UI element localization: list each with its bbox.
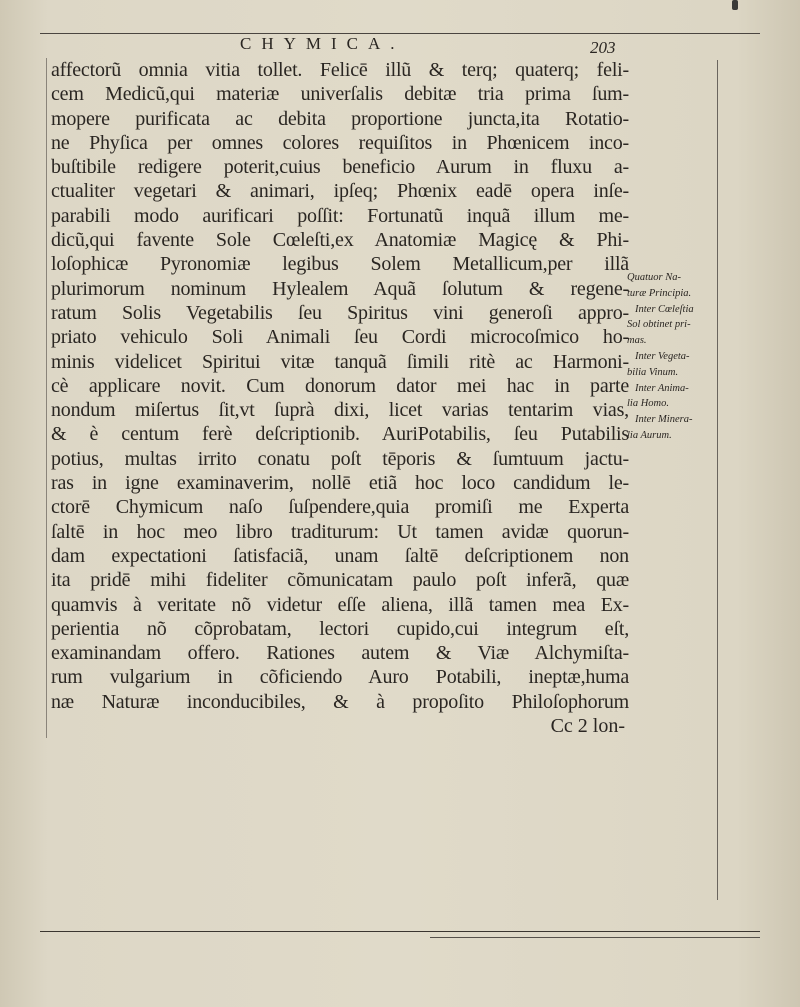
text-line: mopere purificata ac debita proportione juncta,ita Rotatio- bbox=[51, 107, 629, 130]
text-line: plurimorum nominum Hylealem Aquã ſolutum & regene- bbox=[51, 277, 629, 300]
text-line: buſtibile redigere poterit,cuius beneficio Aurum in fluxu a- bbox=[51, 156, 629, 179]
marginal-line: Quatuor Na- bbox=[627, 272, 681, 283]
catchword-line: Cc 2 lon- bbox=[550, 715, 625, 738]
text-line: perientia nõ cõprobatam, lectori cupido,cui integrum eſt, bbox=[51, 617, 629, 640]
text-line: potius, multas irrito conatu poſt tēporis & ſumtuum jactu- bbox=[51, 447, 629, 470]
text-line: quamvis à veritate nõ videtur eſſe aliena, illã tamen mea Ex- bbox=[51, 593, 629, 616]
text-line: & è centum ferè deſcriptionib. AuriPotabilis, ſeu Putabilis bbox=[51, 423, 629, 446]
running-head bbox=[0, 34, 640, 60]
text-line: nondum miſertus ſit,vt ſuprà dixi, licet varias tentarim vias, bbox=[51, 399, 629, 422]
marginal-line: Sol obtinet pri- bbox=[627, 319, 691, 331]
marginal-note bbox=[627, 270, 715, 444]
text-line: minis videlicet Spiritui vitæ tanquã ſimili ritè ac Harmoni- bbox=[51, 350, 629, 373]
page-number: 203 bbox=[590, 38, 616, 57]
text-line: dicũ,qui favente Sole Cœleſti,ex Anatomiæ Magicę & Phi- bbox=[51, 229, 629, 252]
marginal-line: Inter Minera- bbox=[635, 414, 693, 426]
text-line: ctorē Chymicum naſo ſuſpendere,quia promiſi me Experta bbox=[51, 496, 629, 519]
text-line: næ Naturæ inconducibiles, & à propoſito Philoſophorum bbox=[51, 690, 629, 713]
marginal-line: lia Homo. bbox=[627, 398, 669, 410]
binding-thread bbox=[732, 0, 738, 10]
text-line: affectorũ omnia vitia tollet. Felicē illũ & terq; quaterq; feli- bbox=[51, 59, 629, 81]
marginal-line: bilia Vinum. bbox=[627, 366, 679, 378]
text-line: dam expectationi ſatisfaciã, unam ſaltē deſcriptionem non bbox=[51, 544, 629, 567]
text-line: rum vulgarium in cõficiendo Auro Potabili, ineptæ,huma bbox=[51, 666, 629, 689]
text-line: parabili modo aurificari poſſit: Fortunatũ inquã illum me- bbox=[51, 204, 629, 227]
text-line: cem Medicũ,qui materiæ univerſalis debitæ tria prima ſum- bbox=[51, 83, 629, 106]
marginal-line: Inter Anima- bbox=[635, 382, 689, 394]
text-line: examinandam offero. Rationes autem & Viæ Alchymiſta- bbox=[51, 642, 629, 665]
text-line: ne Phyſica per omnes colores requiſitos in Phœnicem inco- bbox=[51, 131, 629, 154]
text-line: ſaltē in hoc meo libro traditurum: Ut tamen avidæ quorun- bbox=[51, 520, 629, 543]
frame-rule bbox=[717, 60, 718, 900]
body-text bbox=[46, 58, 629, 738]
marginal-line: lia Aurum. bbox=[627, 429, 672, 441]
bottom-rule bbox=[40, 931, 760, 932]
marginal-line: turæ Principia. bbox=[627, 287, 692, 299]
text-line: priato vehiculo Soli Animali ſeu Cordi microcoſmico ho- bbox=[51, 326, 629, 349]
marginal-line: Inter Vegeta- bbox=[635, 350, 690, 362]
text-line: ras in igne examinaverim, nollē etiã hoc loco candidum le- bbox=[51, 472, 629, 495]
running-title: CHYMICA. bbox=[240, 34, 405, 53]
text-line: cè applicare novit. Cum donorum dator mei hac in parte bbox=[51, 374, 629, 397]
text-line: ctualiter vegetari & animari, ipſeq; Phœnix eadē opera inſe- bbox=[51, 180, 629, 203]
marginal-line: mas. bbox=[627, 335, 647, 347]
bottom-rule bbox=[430, 937, 760, 938]
marginal-line: Inter Cœleſtia bbox=[635, 303, 694, 315]
text-line: loſophicæ Pyronomiæ legibus Solem Metallicum,per illã bbox=[51, 253, 629, 276]
text-line: ita pridē mihi fideliter cõmunicatam paulo poſt inferã, quæ bbox=[51, 569, 629, 592]
text-line: ratum Solis Vegetabilis ſeu Spiritus vini generoſi appro- bbox=[51, 301, 629, 324]
